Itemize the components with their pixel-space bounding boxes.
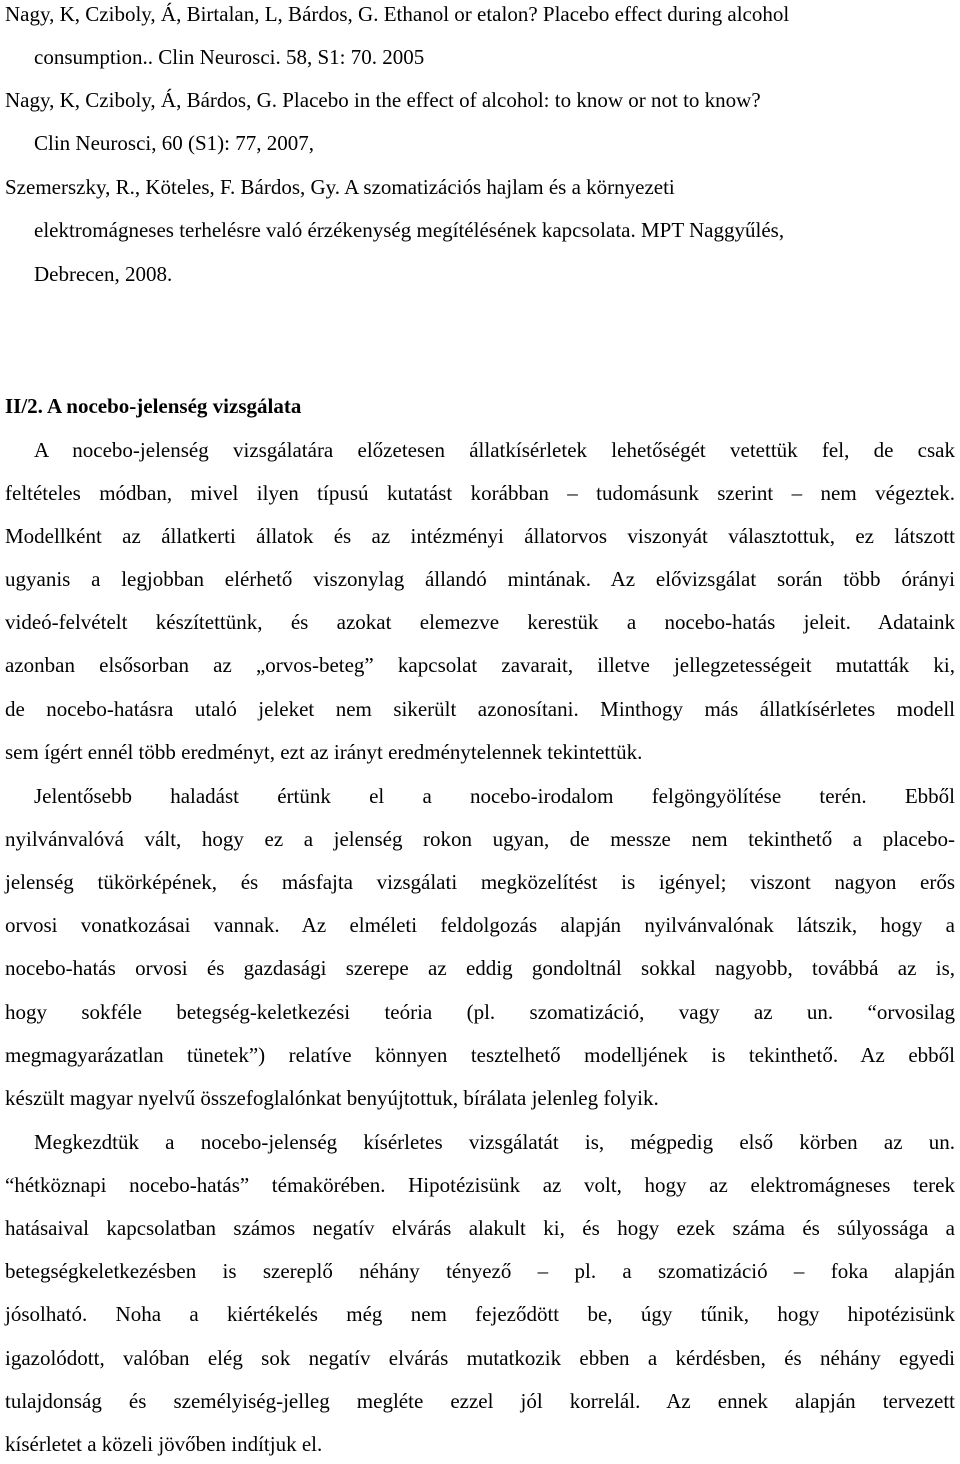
paragraph-2-line-2: nyilvánvalóvá vált, hogy ez a jelenség rokon ugyan, de messze nem tekinthető a placebo- bbox=[5, 827, 955, 851]
paragraph-2-line-3: jelenség tükörképének, és másfajta vizsgálati megközelítést is igényel; viszont nagyon erős bbox=[5, 870, 955, 894]
paragraph-2-line-5: nocebo-hatás orvosi és gazdasági szerepe az eddig gondoltnál sokkal nagyobb, továbbá az is, bbox=[5, 956, 955, 980]
paragraph-2-line-6: hogy sokféle betegség-keletkezési teória (pl. szomatizáció, vagy az un. “orvosilag bbox=[5, 1000, 955, 1024]
paragraph-3-line-5: jósolható. Noha a kiértékelés még nem fejeződött be, úgy tűnik, hogy hipotézisünk bbox=[5, 1302, 955, 1326]
paragraph-1-line-7: de nocebo-hatásra utaló jeleket nem sikerült azonosítani. Minthogy más állatkísérletes modell bbox=[5, 697, 955, 721]
paragraph-2-line-7: megmagyarázatlan tünetek”) relatíve könnyen tesztelhető modelljének is tekinthető. Az ebből bbox=[5, 1043, 955, 1067]
paragraph-1-line-5: videó-felvételt készítettünk, és azokat elemezve kerestük a nocebo-hatás jeleit. Adataink bbox=[5, 610, 955, 634]
reference-3-line-3: Debrecen, 2008. bbox=[34, 262, 173, 286]
paragraph-3-line-6: igazolódott, valóban elég sok negatív elvárás mutatkozik ebben a kérdésben, és néhány egyedi bbox=[5, 1346, 955, 1370]
paragraph-3-line-3: hatásaival kapcsolatban számos negatív elvárás alakult ki, és hogy ezek száma és súlyossága a bbox=[5, 1216, 955, 1240]
reference-3-line-1: Szemerszky, R., Köteles, F. Bárdos, Gy. A szomatizációs hajlam és a környezeti bbox=[5, 175, 675, 199]
paragraph-1-line-6: azonban elsősorban az „orvos-beteg” kapcsolat zavarait, illetve jellegzetességeit mutatták ki, bbox=[5, 653, 955, 677]
paragraph-1-line-1: A nocebo-jelenség vizsgálatára előzetesen állatkísérletek lehetőségét vetettük fel, de csak bbox=[34, 438, 955, 462]
paragraph-1-line-2: feltételes módban, mivel ilyen típusú kutatást korábban – tudomásunk szerint – nem végeztek. bbox=[5, 481, 955, 505]
reference-1-line-1: Nagy, K, Cziboly, Á, Birtalan, L, Bárdos, G. Ethanol or etalon? Placebo effect during alcohol bbox=[5, 2, 790, 26]
paragraph-1-line-8: sem ígért ennél több eredményt, ezt az irányt eredménytelennek tekintettük. bbox=[5, 740, 643, 764]
paragraph-3-line-4: betegségkeletkezésben is szereplő néhány tényező – pl. a szomatizáció – foka alapján bbox=[5, 1259, 955, 1283]
paragraph-2-line-8: készült magyar nyelvű összefoglalónkat benyújtottuk, bírálata jelenleg folyik. bbox=[5, 1086, 659, 1110]
section-heading bbox=[5, 394, 301, 418]
paragraph-2-line-1: Jelentősebb haladást értünk el a nocebo-irodalom felgöngyölítése terén. Ebből bbox=[34, 784, 955, 808]
paragraph-3-line-7: tulajdonság és személyiség-jelleg megléte ezzel jól korrelál. Az ennek alapján tervezett bbox=[5, 1389, 955, 1413]
paragraph-3-line-2: “hétköznapi nocebo-hatás” témakörében. Hipotézisünk az volt, hogy az elektromágneses terek bbox=[5, 1173, 955, 1197]
paragraph-1-line-3: Modellként az állatkerti állatok és az intézményi állatorvos viszonyát választottuk, ez látszott bbox=[5, 524, 955, 548]
paragraph-2-line-4: orvosi vonatkozásai vannak. Az elméleti feldolgozás alapján nyilvánvalónak látszik, hogy a bbox=[5, 913, 955, 937]
section-title: A nocebo-jelenség vizsgálata bbox=[47, 394, 302, 418]
reference-3-line-2: elektromágneses terhelésre való érzékenység megítélésének kapcsolata. MPT Naggyűlés, bbox=[34, 218, 785, 242]
paragraph-3-line-1: Megkezdtük a nocebo-jelenség kísérletes vizsgálatát is, mégpedig első körben az un. bbox=[34, 1130, 955, 1154]
section-number: II/2. bbox=[5, 394, 43, 418]
paragraph-1-line-4: ugyanis a legjobban elérhető viszonylag állandó mintának. Az elővizsgálat során több órányi bbox=[5, 567, 955, 591]
paragraph-3-line-8: kísérletet a közeli jövőben indítjuk el. bbox=[5, 1432, 323, 1456]
reference-2-line-1: Nagy, K, Cziboly, Á, Bárdos, G. Placebo in the effect of alcohol: to know or not to know? bbox=[5, 88, 761, 112]
reference-2-line-2: Clin Neurosci, 60 (S1): 77, 2007, bbox=[34, 131, 314, 155]
reference-1-line-2: consumption.. Clin Neurosci. 58, S1: 70. 2005 bbox=[34, 45, 425, 69]
